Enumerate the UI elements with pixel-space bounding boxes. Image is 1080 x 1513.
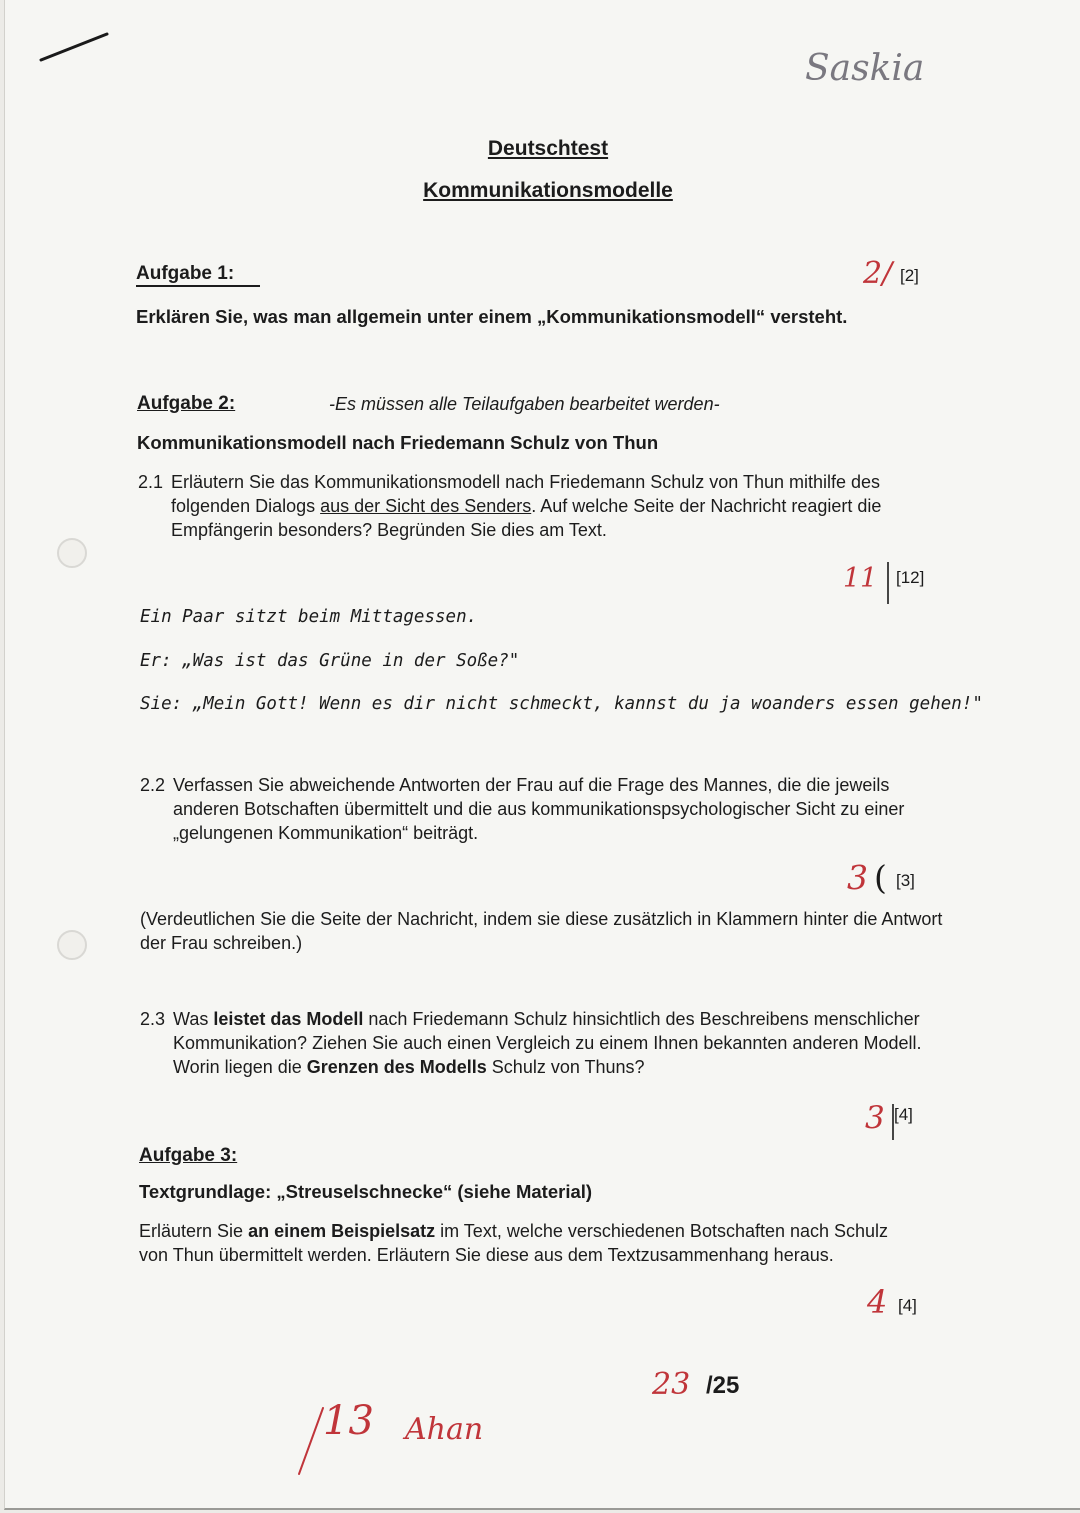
aufgabe3-basis: Textgrundlage: „Streuselschnecke“ (siehe Material) [139, 1181, 593, 1202]
task-2-1-score: 11 [843, 563, 878, 594]
aufgabe2-heading: Aufgabe 2: [137, 393, 236, 414]
dialog-line-scene: Ein Paar sitzt beim Mittagessen. [140, 607, 478, 627]
aufgabe2-subtitle: Kommunikationsmodell nach Friedemann Schulz von Thun [137, 432, 659, 453]
aufgabe3-heading: Aufgabe 3: [139, 1145, 238, 1166]
page-title: Deutschtest [487, 137, 609, 160]
total-max: /25 [706, 1372, 740, 1399]
score-divider-stroke [881, 560, 895, 606]
task-2-1-max: [12] [896, 568, 925, 587]
task-2-2-max: [3] [896, 871, 915, 890]
aufgabe1-question: Erklären Sie, was man allgemein unter einem „Kommunikationsmodell“ versteht. [136, 306, 848, 327]
dialog-line-sie: Sie: „Mein Gott! Wenn es dir nicht schmeckt, kannst du ja woanders essen gehen!" [140, 694, 983, 714]
pen-stroke-mark [35, 26, 115, 66]
exam-sheet [4, 0, 1080, 1510]
aufgabe3-text: Erläutern Sie an einem Beispielsatz im Text, welche verschiedenen Botschaften nach Schulz von Thun übermittelt werden. Erläutern Sie diese aus dem Textzusammenhang heraus. [139, 1221, 889, 1265]
aufgabe1-heading: Aufgabe 1: [136, 263, 260, 287]
punch-hole-icon [57, 538, 87, 568]
task-2-1-text: Erläutern Sie das Kommunikationsmodell nach Friedemann Schulz von Thun mithilfe des folgenden Dialogs aus der Sicht des Senders. Auf welche Seite der Nachricht reagiert die Empfängerin besonders? Begründen Sie dies am Text. [171, 472, 882, 540]
page-subtitle: Kommunikationsmodelle [423, 179, 673, 202]
task-2-2-score: 3 [847, 858, 868, 897]
task-2-3-score: 3 [865, 1100, 885, 1136]
punch-hole-icon [57, 930, 87, 960]
aufgabe3-score: 4 [867, 1283, 888, 1321]
task-2-3-number: 2.3 [140, 1009, 166, 1029]
aufgabe1-score: 2/ [863, 256, 893, 291]
score-paren-mark: ( [874, 858, 887, 897]
aufgabe1-max: [2] [900, 266, 919, 285]
student-signature: Saskia [805, 48, 925, 89]
task-2-2-note: (Verdeutlichen Sie die Seite der Nachricht, indem sie diese zusätzlich in Klammern hinter die Antwort der Frau schreiben.) [140, 909, 943, 953]
task-2-3-text: Was leistet das Modell nach Friedemann Schulz hinsichtlich des Beschreibens menschlicher Kommunikation? Ziehen Sie auch einen Vergleich zu einem Ihnen bekannten anderen Modell. Worin liegen die Grenzen des Modells Schulz von Thuns? [173, 1009, 922, 1077]
task-2-3-max: [4] [894, 1105, 913, 1124]
task-2-2-text: Verfassen Sie abweichende Antworten der Frau auf die Frage des Mannes, die die jeweils anderen Botschaften übermittelt und die aus kommunikationspsychologischer Sicht zu einer „gelungenen Kommunikation“ beiträgt. [173, 775, 905, 843]
teacher-initials: Ahan [405, 1412, 484, 1447]
grade-points: 13 [323, 1398, 374, 1444]
task-2-1-number: 2.1 [138, 472, 164, 492]
task-2-2-number: 2.2 [140, 775, 166, 795]
aufgabe3-max: [4] [898, 1296, 917, 1315]
total-score: 23 [652, 1367, 691, 1402]
dialog-line-er: Er: „Was ist das Grüne in der Soße?" [140, 651, 520, 671]
aufgabe2-note: -Es müssen alle Teilaufgaben bearbeitet werden- [329, 394, 720, 414]
